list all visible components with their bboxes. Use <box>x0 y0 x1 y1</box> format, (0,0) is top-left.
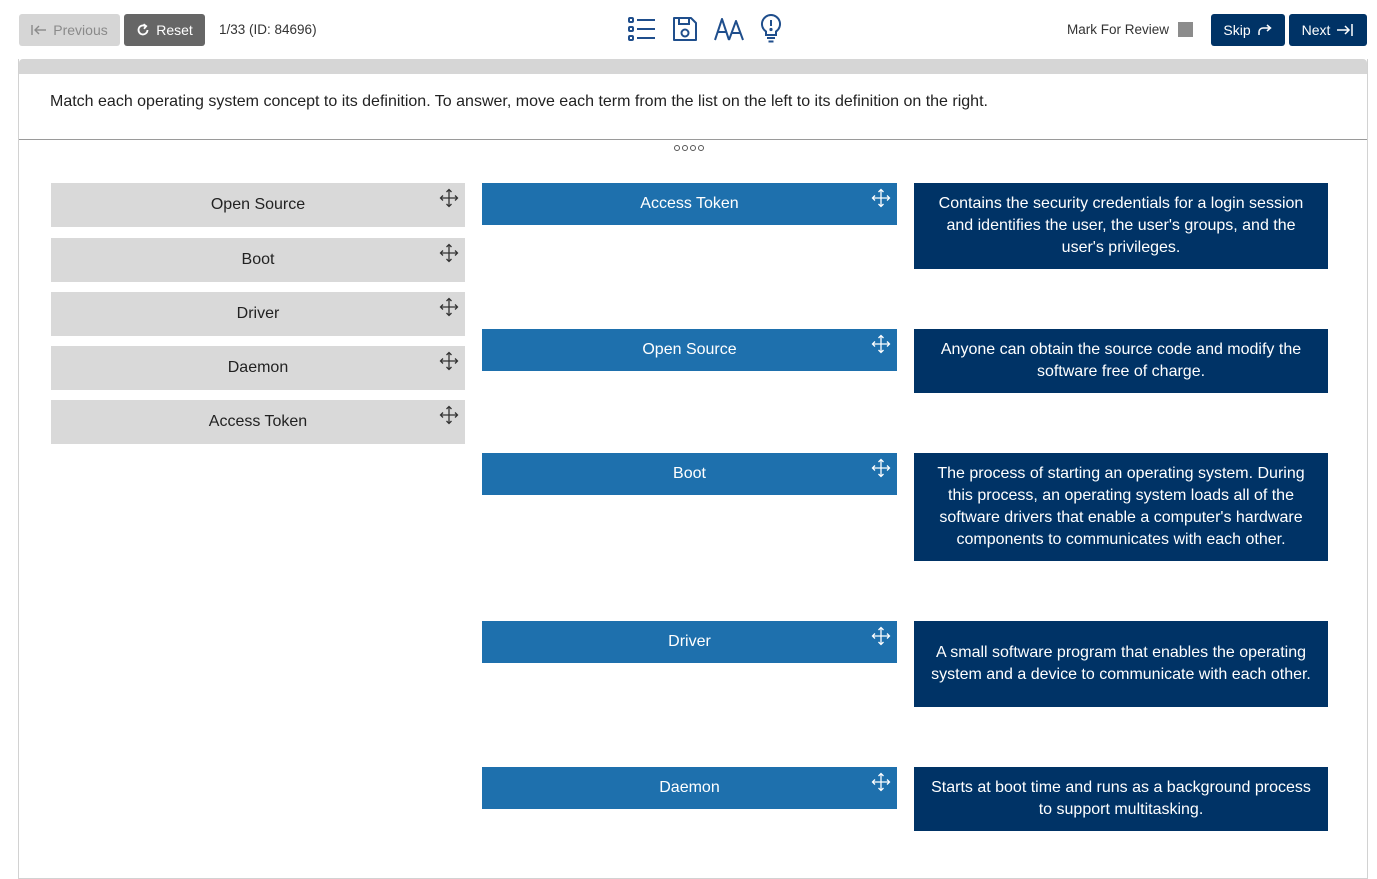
move-icon[interactable] <box>871 188 891 213</box>
next-label: Next <box>1301 22 1331 38</box>
placed-term[interactable] <box>482 183 897 225</box>
reset-label: Reset <box>156 22 193 38</box>
placed-term-label: Daemon <box>659 779 720 796</box>
placed-term[interactable] <box>482 453 897 495</box>
placed-term-label: Driver <box>668 633 711 650</box>
font-size-icon[interactable] <box>713 14 745 49</box>
panel-header-bar <box>19 59 1367 74</box>
skip-icon <box>1257 23 1273 37</box>
skip-label: Skip <box>1223 22 1251 38</box>
hint-icon[interactable] <box>759 13 783 50</box>
move-icon[interactable] <box>439 243 459 268</box>
mark-for-review-checkbox[interactable] <box>1178 22 1193 37</box>
question-text: Match each operating system concept to its definition. To answer, move each term from the list on the left to its definition on the right. <box>50 93 988 110</box>
definition: Starts at boot time and runs as a background process to support multitasking. <box>914 767 1328 831</box>
move-icon[interactable] <box>871 772 891 797</box>
divider <box>19 139 1367 140</box>
source-term[interactable] <box>51 400 465 444</box>
previous-button[interactable] <box>19 14 120 46</box>
source-term[interactable] <box>51 183 465 227</box>
previous-label: Previous <box>53 22 108 38</box>
skip-button[interactable] <box>1211 14 1285 46</box>
move-icon[interactable] <box>871 626 891 651</box>
placed-term-label: Open Source <box>642 341 737 358</box>
mark-for-review-label: Mark For Review <box>1067 22 1170 37</box>
source-term-label: Daemon <box>227 359 289 376</box>
tool-icons <box>627 13 783 50</box>
toolbar <box>0 0 1377 60</box>
source-term[interactable] <box>51 346 465 390</box>
save-icon[interactable] <box>671 14 699 49</box>
definition: The process of starting an operating system. During this process, an operating system loads all of the software drivers that enable a computer's hardware components to communicates with each other. <box>914 453 1328 561</box>
source-term-label: Access Token <box>208 413 308 430</box>
placed-term[interactable] <box>482 329 897 371</box>
definition: A small software program that enables the operating system and a device to communicate with each other. <box>914 621 1328 707</box>
next-icon <box>1336 23 1354 37</box>
placed-term-label: Boot <box>673 465 706 482</box>
definition: Anyone can obtain the source code and modify the software free of charge. <box>914 329 1328 393</box>
next-button[interactable] <box>1289 14 1367 46</box>
source-term-label: Boot <box>241 251 275 268</box>
list-icon[interactable] <box>627 14 657 49</box>
reset-button[interactable] <box>124 14 205 46</box>
source-term-label: Driver <box>236 305 280 322</box>
placed-term[interactable] <box>482 767 897 809</box>
definition: Contains the security credentials for a login session and identifies the user, the user's groups, and the user's privileges. <box>914 183 1328 269</box>
move-icon[interactable] <box>439 297 459 322</box>
move-icon[interactable] <box>439 405 459 430</box>
reset-icon <box>136 23 150 37</box>
placed-term[interactable] <box>482 621 897 663</box>
placed-term-label: Access Token <box>640 195 739 212</box>
move-icon[interactable] <box>871 334 891 359</box>
source-term[interactable] <box>51 292 465 336</box>
resize-handle[interactable] <box>674 145 704 151</box>
question-counter: 1/33 (ID: 84696) <box>219 22 317 37</box>
source-term-label: Open Source <box>210 196 306 213</box>
move-icon[interactable] <box>439 351 459 376</box>
move-icon[interactable] <box>871 458 891 483</box>
move-icon[interactable] <box>439 188 459 213</box>
source-term[interactable] <box>51 238 465 282</box>
previous-icon <box>31 24 47 36</box>
